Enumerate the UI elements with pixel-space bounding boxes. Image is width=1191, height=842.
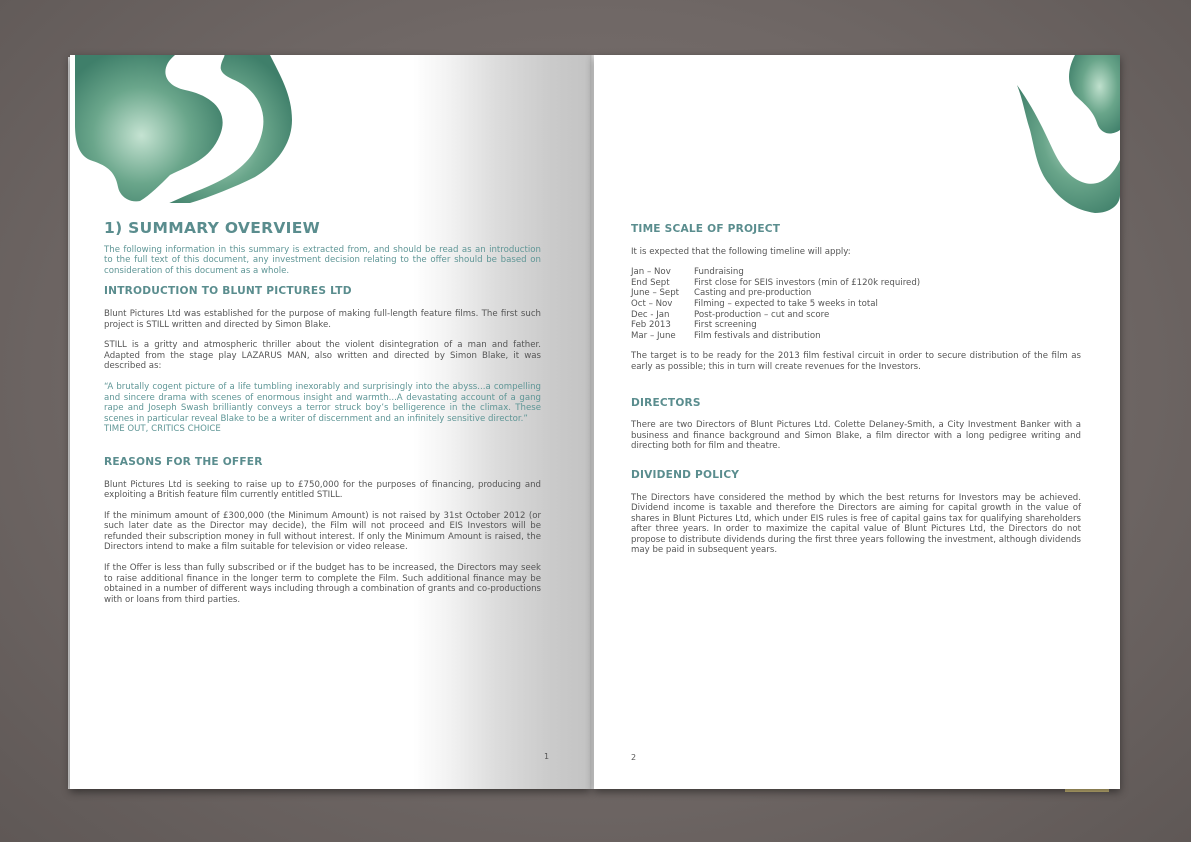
timeline-period: Oct – Nov (631, 298, 673, 309)
summary-intro: The following information in this summary is extracted from, and should be read as an introduction to the full text of this document, any investment decision relating to the offer should be based on consideration of this document as a whole. (104, 244, 541, 276)
intro-paragraph-2: STILL is a gritty and atmospheric thriller about the violent disintegration of a man and father. Adapted from the stage play LAZARUS MAN, also written and directed by Simon Blake, it was described as: (104, 340, 541, 372)
timeline-activity: Casting and pre-production (694, 288, 812, 299)
intro-paragraph-1: Blunt Pictures Ltd was established for the purpose of making full-length feature films. The first such project is STILL written and directed by Simon Blake. (104, 308, 541, 330)
timeline-period: Jan – Nov (631, 267, 671, 278)
reasons-paragraph-2: If the minimum amount of £300,000 (the Minimum Amount) is not raised by 31st October 2012 (or such later date as the Director may decide), the Film will not proceed and EIS Investors will be refunded their subscription money in full without interest. If only the Minimum Amount is raised, the Directors intend to make a film suitable for television or video release. (104, 510, 541, 553)
timeline-row (631, 331, 920, 342)
timeline-activity: Film festivals and distribution (694, 330, 821, 341)
timescale-target: The target is to be ready for the 2013 film festival circuit in order to secure distribution of the film as early as possible; this in turn will create revenues for the Investors. (631, 351, 1081, 372)
timeline-activity: First screening (694, 320, 757, 331)
page-number: 1 (544, 752, 550, 761)
timeline-row (631, 299, 920, 310)
timeline-period: End Sept (631, 277, 670, 288)
timeline-activity: Post-production – cut and score (694, 309, 830, 320)
leaf-decoration-top-right-icon (1005, 55, 1120, 215)
left-content (104, 219, 541, 615)
page-title: 1) SUMMARY OVERVIEW (104, 219, 320, 237)
timeline-row (631, 320, 920, 331)
timeline-period: Mar – June (631, 330, 676, 341)
timeline-period: June – Sept (631, 288, 680, 299)
timeline-row (631, 278, 920, 289)
dividend-heading: DIVIDEND POLICY (631, 468, 740, 481)
right-content (631, 224, 1081, 566)
reasons-heading: REASONS FOR THE OFFER (104, 455, 263, 468)
reasons-paragraph-1: Blunt Pictures Ltd is seeking to raise up to £750,000 for the purposes of financing, producing and exploiting a British feature film currently entitled STILL. (104, 479, 541, 501)
right-page (594, 55, 1120, 789)
timescale-heading: TIME SCALE OF PROJECT (631, 223, 781, 235)
timeline-table (631, 267, 920, 341)
timescale-intro: It is expected that the following timeline will apply: (631, 246, 851, 257)
timeline-row (631, 310, 920, 321)
reasons-paragraph-3: If the Offer is less than fully subscribed or if the budget has to be increased, the Directors may seek to raise additional finance in the longer term to complete the Film. Such additional finance may be obtained in a number of different ways including through a combination of grants and co-productions with or loans from third parties. (104, 563, 541, 605)
timeline-period: Feb 2013 (631, 320, 671, 331)
press-quote: “A brutally cogent picture of a life tumbling inexorably and surprisingly into the abyss...a compelling and sincere drama with scenes of enormous insight and warmth...A devastating account of a gang rape and Joseph Swash brilliantly conveys a terror struck boy’s belligerence in the climax. These scenes in particular reveal Blake to be a writer of discernment and an infinitely sensitive director.” (104, 381, 541, 424)
timeline-row (631, 267, 920, 278)
timeline-activity: Fundraising (694, 267, 744, 278)
quote-source: TIME OUT, CRITICS CHOICE (104, 424, 221, 435)
leaf-decoration-top-left-icon (70, 55, 300, 205)
timeline-row (631, 288, 920, 299)
page-number: 2 (631, 753, 637, 762)
timeline-period: Dec - Jan (631, 309, 670, 320)
left-page (70, 55, 590, 789)
dividend-text: The Directors have considered the method by which the best returns for Investors may be achieved. Dividend income is taxable and therefore the Directors are aiming for capital growth in the value of shares in Blunt Pictures Ltd, which under EIS rules is free of capital gains tax for qualifying shareholders after three years. In order to maximize the capital value of Blunt Pictures Ltd, the Directors do not propose to distribute dividends during the first three years following the investment, although dividends may be paid in subsequent years. (631, 492, 1081, 556)
timeline-activity: Filming – expected to take 5 weeks in total (694, 298, 878, 309)
timeline-activity: First close for SEIS investors (min of £120k required) (694, 277, 921, 288)
directors-text: There are two Directors of Blunt Pictures Ltd. Colette Delaney-Smith, a City Investment Banker with a business and finance background and Simon Blake, a film director with a long pedigree writing and directing both for film and theatre. (631, 420, 1081, 452)
directors-heading: DIRECTORS (631, 396, 701, 409)
intro-heading: INTRODUCTION TO BLUNT PICTURES LTD (104, 285, 352, 298)
